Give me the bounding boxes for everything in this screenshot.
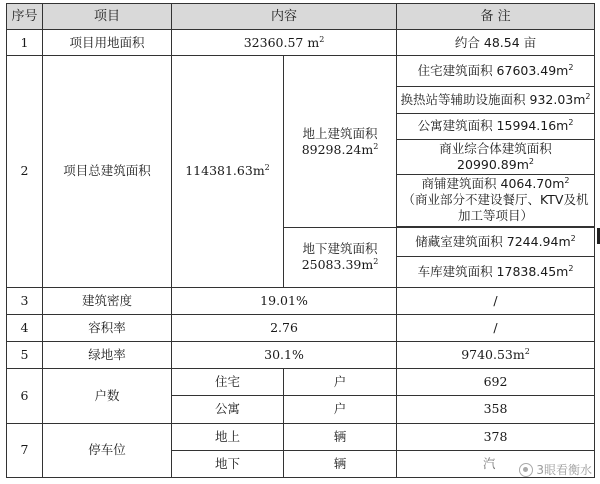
table-row — [7, 30, 595, 56]
table-row — [7, 341, 595, 368]
seq-cell: 7 — [7, 423, 43, 477]
above-ground-value: $89298.24m^2$ — [301, 141, 379, 157]
note-cell: 378 — [397, 423, 595, 450]
header-content: 内容 — [172, 4, 397, 30]
item-cell: 项目用地面积 — [43, 30, 172, 56]
header-note: 备 注 — [397, 4, 595, 30]
project-spec-table — [6, 3, 595, 478]
above-ground-label: 地上建筑面积 — [302, 125, 378, 141]
header-seq: 序号 — [7, 4, 43, 30]
total-area-cell: $114381.63m^2$ — [172, 56, 284, 287]
note-cell: 商铺建筑面积 $4064.70m^2$ （商业部分不建设餐厅、KTV及机 加工等项目） — [397, 174, 595, 226]
table-row — [7, 369, 595, 396]
header-item: 项目 — [43, 4, 172, 30]
seq-cell: 5 — [7, 341, 43, 368]
header-row — [7, 4, 595, 30]
below-ground-label: 地下建筑面积 — [302, 241, 378, 257]
above-ground-cell — [284, 56, 397, 228]
item-cell: 建筑密度 — [43, 287, 172, 314]
watermark — [519, 461, 592, 478]
note-cell: 358 — [397, 396, 595, 423]
table-row — [7, 423, 595, 450]
seq-cell: 4 — [7, 314, 43, 341]
note-cell: 储藏室建筑面积 $7244.94m^2$ — [397, 227, 595, 256]
below-ground-value: $25083.39m^2$ — [301, 257, 379, 273]
item-cell: 容积率 — [43, 314, 172, 341]
value-cell: 2.76 — [172, 314, 397, 341]
note-cell: 公寓建筑面积 $15994.16m^2$ — [397, 113, 595, 139]
watermark-text: 3眼看衡水 — [536, 463, 592, 477]
seq-cell: 2 — [7, 56, 43, 287]
value-cell: 19.01% — [172, 287, 397, 314]
note-cell: / — [397, 314, 595, 341]
below-ground-cell — [284, 227, 397, 287]
item-cell: 停车位 — [43, 423, 172, 477]
note-cell: 车库建筑面积 $17838.45m^2$ — [397, 257, 595, 287]
unit-cell: 辆 — [284, 423, 397, 450]
note-cell: 汽 — [397, 450, 595, 477]
table-row — [7, 287, 595, 314]
value-cell: 30.1% — [172, 341, 397, 368]
sub-type-cell: 地下 — [172, 450, 284, 477]
logo-icon — [519, 463, 533, 477]
table-row — [7, 56, 595, 86]
note-cell: $9740.53m^2$ — [397, 341, 595, 368]
unit-cell: 户 — [284, 396, 397, 423]
note-cell: 商业综合体建筑面积 $20990.89m^2$ — [397, 140, 595, 175]
note-cell: 692 — [397, 369, 595, 396]
note-cell: 约合 48.54 亩 — [397, 30, 595, 56]
table-row — [7, 314, 595, 341]
note-cell: 换热站等辅助设施面积 $932.03m^2$ — [397, 86, 595, 113]
seq-cell: 3 — [7, 287, 43, 314]
item-cell: 项目总建筑面积 — [43, 56, 172, 287]
unit-cell: 辆 — [284, 450, 397, 477]
seq-cell: 1 — [7, 30, 43, 56]
sub-type-cell: 地上 — [172, 423, 284, 450]
seq-cell: 6 — [7, 369, 43, 423]
note-cell: 住宅建筑面积 $67603.49m^2$ — [397, 56, 595, 86]
sub-type-cell: 公寓 — [172, 396, 284, 423]
value-cell: 32360.57 $m^2$ — [172, 30, 397, 56]
sub-type-cell: 住宅 — [172, 369, 284, 396]
item-cell: 绿地率 — [43, 341, 172, 368]
item-cell: 户数 — [43, 369, 172, 423]
unit-cell: 户 — [284, 369, 397, 396]
note-cell: / — [397, 287, 595, 314]
